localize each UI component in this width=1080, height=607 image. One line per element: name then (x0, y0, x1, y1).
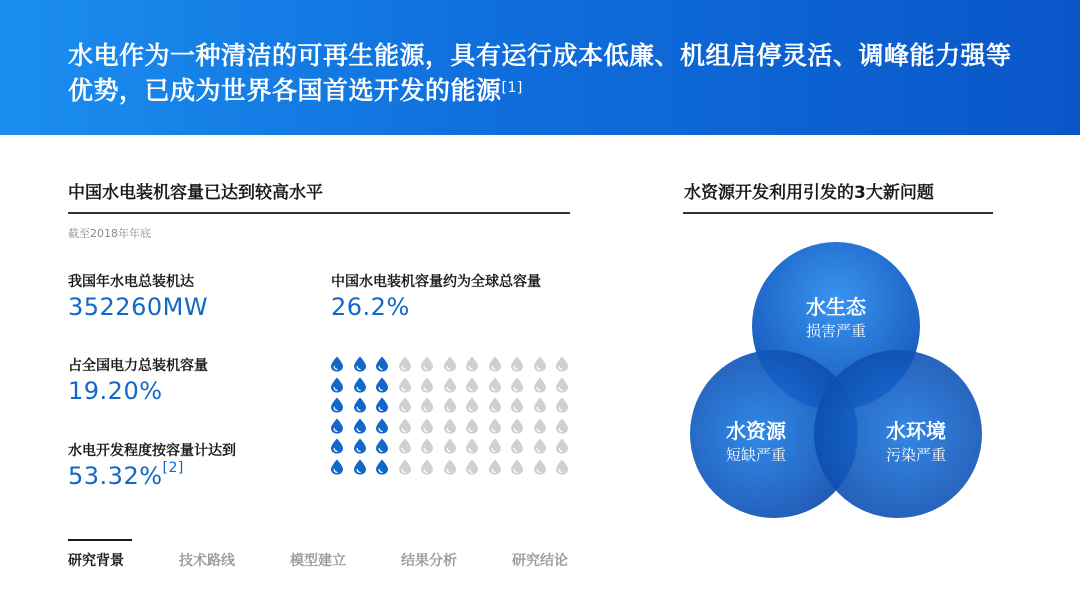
water-drop-icon-empty (488, 459, 502, 475)
water-drop-icon-empty (465, 438, 479, 454)
water-drop-icon-filled (330, 356, 344, 372)
water-drop-icon-empty (443, 356, 457, 372)
water-drop-icon-empty (443, 377, 457, 393)
right-section-divider (683, 212, 993, 214)
right-section-title: 水资源开发利用引发的3大新问题 (684, 183, 934, 203)
water-drop-icon-empty (420, 397, 434, 413)
water-drop-icon-filled (353, 438, 367, 454)
water-drop-icon-empty (465, 397, 479, 413)
water-drop-icon-empty (533, 438, 547, 454)
water-drop-icon-empty (398, 459, 412, 475)
circle-ecology-label (776, 294, 896, 342)
water-drop-icon-empty (443, 418, 457, 434)
water-drop-icon-empty (488, 397, 502, 413)
water-drop-icon-empty (533, 377, 547, 393)
water-drop-icon-empty (465, 459, 479, 475)
water-drop-icon-filled (353, 377, 367, 393)
water-drop-icon-filled (330, 459, 344, 475)
water-drop-icon-empty (510, 418, 524, 434)
circle-ecology-title: 水生态 (806, 295, 866, 319)
header-banner (0, 0, 1080, 135)
nav-item-background[interactable]: 研究背景 (68, 553, 124, 569)
circle-resources-label (696, 418, 816, 466)
water-drop-icon-empty (555, 377, 569, 393)
water-drop-icon-empty (510, 377, 524, 393)
stat-value-development-degree-text: 53.32% (68, 462, 163, 490)
water-drop-icon-empty (488, 438, 502, 454)
water-drop-icon-filled (353, 418, 367, 434)
stat-value-global-share: 26.2% (331, 293, 410, 321)
venn-diagram (680, 236, 1000, 536)
water-drop-icon-empty (533, 356, 547, 372)
left-section-divider (68, 212, 570, 214)
water-drop-icon-empty (533, 459, 547, 475)
water-drop-icon-empty (398, 356, 412, 372)
water-drop-icon-empty (488, 356, 502, 372)
banner-title-text: 水电作为一种清洁的可再生能源，具有运行成本低廉、机组启停灵活、调峰能力强等优势，已成为世界各国首选开发的能源 (68, 41, 1012, 105)
stat-value-national-share: 19.20% (68, 377, 163, 405)
circle-environment-subtitle: 污染严重 (885, 446, 946, 464)
water-drop-icon-empty (555, 397, 569, 413)
circle-ecology-subtitle: 损害严重 (805, 322, 866, 340)
water-drop-icon-empty (398, 397, 412, 413)
stat-label-global-share: 中国水电装机容量约为全球总容量 (331, 274, 541, 290)
water-drop-icon-filled (330, 438, 344, 454)
water-drop-icon-filled (375, 459, 389, 475)
water-drop-icon-empty (465, 377, 479, 393)
water-drop-icon-filled (330, 418, 344, 434)
water-drop-icon-empty (398, 438, 412, 454)
water-drop-icon-empty (420, 459, 434, 475)
water-drop-icon-filled (375, 418, 389, 434)
water-drop-icon-empty (465, 356, 479, 372)
banner-title (68, 38, 1028, 108)
nav-item-results[interactable]: 结果分析 (401, 553, 457, 569)
water-drop-icon-empty (398, 418, 412, 434)
water-drop-icon-empty (443, 397, 457, 413)
water-drop-icon-filled (353, 397, 367, 413)
circle-resources-subtitle: 短缺严重 (725, 446, 786, 464)
water-drop-icon-empty (555, 418, 569, 434)
water-drop-icon-empty (533, 397, 547, 413)
water-drop-icon-filled (353, 356, 367, 372)
water-drop-icon-empty (510, 438, 524, 454)
banner-citation: [1] (501, 80, 523, 96)
nav-active-indicator (68, 539, 132, 541)
water-drop-icon-filled (375, 356, 389, 372)
stat-citation: [2] (162, 460, 184, 476)
water-drop-icon-empty (555, 438, 569, 454)
water-drop-icon-empty (488, 377, 502, 393)
water-drop-icon-empty (398, 377, 412, 393)
venn-circles (680, 236, 1000, 536)
water-drop-icon-filled (330, 377, 344, 393)
water-drop-icon-empty (420, 356, 434, 372)
circle-resources-title: 水资源 (726, 419, 786, 443)
stat-label-national-share: 占全国电力总装机容量 (68, 358, 208, 374)
water-drop-icon-filled (375, 397, 389, 413)
stat-label-total-capacity: 我国年水电总装机达 (68, 274, 194, 290)
water-drop-icon-empty (555, 356, 569, 372)
water-drop-icon-filled (375, 438, 389, 454)
water-drop-icon-empty (510, 459, 524, 475)
water-drop-icon-empty (488, 418, 502, 434)
water-drop-icon-empty (420, 418, 434, 434)
water-drop-icon-empty (510, 356, 524, 372)
water-drop-icon-empty (465, 418, 479, 434)
water-drop-icon-filled (375, 377, 389, 393)
date-note: 截至2018年年底 (68, 227, 151, 240)
water-drop-icon-filled (330, 397, 344, 413)
nav-item-conclusion[interactable]: 研究结论 (512, 553, 568, 569)
nav-item-technical-route[interactable]: 技术路线 (179, 553, 235, 569)
water-drop-icon-empty (443, 459, 457, 475)
water-drop-icon-empty (555, 459, 569, 475)
water-drop-icon-empty (533, 418, 547, 434)
water-drop-icon-empty (443, 438, 457, 454)
water-drop-icon-empty (420, 377, 434, 393)
stat-value-development-degree (68, 462, 184, 490)
stat-value-total-capacity: 352260MW (68, 293, 209, 321)
water-drop-icon-empty (420, 438, 434, 454)
water-drop-grid (330, 356, 580, 486)
water-drop-icon-filled (353, 459, 367, 475)
bottom-nav (68, 550, 623, 570)
circle-environment-label (856, 418, 976, 466)
left-section-title: 中国水电装机容量已达到较高水平 (68, 183, 323, 203)
nav-item-model[interactable]: 模型建立 (290, 553, 346, 569)
circle-environment-title: 水环境 (886, 419, 946, 443)
water-drop-icon-empty (510, 397, 524, 413)
stat-label-development-degree: 水电开发程度按容量计达到 (68, 443, 236, 459)
